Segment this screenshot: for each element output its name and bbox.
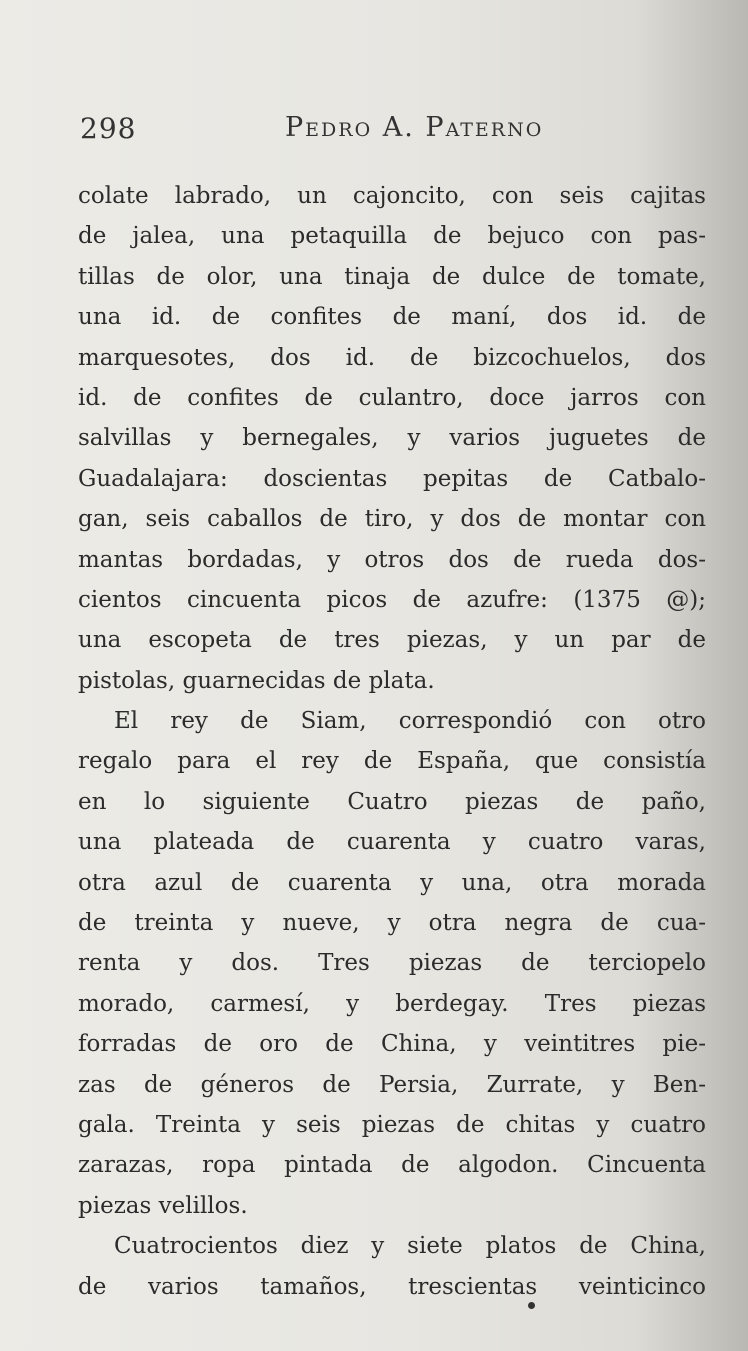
- text-line: colate labrado, un cajoncito, con seis cajitas: [78, 183, 706, 209]
- text-line: forradas de oro de China, y veintitres pie-: [78, 1031, 706, 1058]
- text-line: una id. de confites de maní, dos id. de: [78, 304, 706, 331]
- running-title: Pedro A. Paterno: [285, 112, 544, 143]
- text-line: Guadalajara: doscientas pepitas de Catbalo-: [78, 465, 706, 492]
- text-line: El rey de Siam, correspondió con otro: [114, 708, 706, 735]
- text-line: zarazas, ropa pintada de algodon. Cincuenta: [78, 1152, 706, 1179]
- paragraph: [78, 176, 706, 701]
- text-line: piezas velillos.: [78, 1192, 248, 1219]
- text-line: mantas bordadas, y otros dos de rueda dos-: [78, 546, 706, 573]
- text-line: otra azul de cuarenta y una, otra morada: [78, 869, 706, 896]
- text-line: de treinta y nueve, y otra negra de cua-: [78, 910, 706, 937]
- body-text: [78, 176, 706, 1307]
- text-line: id. de confites de culantro, doce jarros con: [78, 384, 706, 411]
- text-line: tillas de olor, una tinaja de dulce de tomate,: [78, 263, 706, 290]
- text-line: cientos cincuenta picos de azufre: (1375 @);: [78, 586, 706, 613]
- text-line: regalo para el rey de España, que consistía: [78, 748, 706, 775]
- running-header: [80, 112, 710, 152]
- text-line: zas de géneros de Persia, Zurrate, y Ben-: [78, 1071, 706, 1098]
- text-line: salvillas y bernegales, y varios juguetes de: [78, 425, 706, 452]
- text-line: una plateada de cuarenta y cuatro varas,: [78, 829, 706, 856]
- text-line: en lo siguiente Cuatro piezas de paño,: [78, 788, 706, 815]
- text-line: gala. Treinta y seis piezas de chitas y cuatro: [78, 1111, 706, 1138]
- text-line: de jalea, una petaquilla de bejuco con pas-: [78, 223, 706, 250]
- text-line: Cuatrocientos diez y siete platos de China,: [114, 1233, 706, 1260]
- page-number: 298: [80, 112, 137, 145]
- paragraph: [78, 701, 706, 1226]
- text-line: una escopeta de tres piezas, y un par de: [78, 627, 706, 654]
- text-line: gan, seis caballos de tiro, y dos de montar con: [78, 506, 706, 533]
- text-line: de varios tamaños, trescientas veinticinco: [78, 1273, 706, 1300]
- paragraph: [78, 1226, 706, 1307]
- text-line: pistolas, guarnecidas de plata.: [78, 667, 435, 694]
- text-line: renta y dos. Tres piezas de terciopelo: [78, 950, 706, 977]
- ink-dot: [528, 1302, 535, 1309]
- text-line: marquesotes, dos id. de bizcochuelos, dos: [78, 344, 706, 371]
- text-line: morado, carmesí, y berdegay. Tres piezas: [78, 990, 706, 1017]
